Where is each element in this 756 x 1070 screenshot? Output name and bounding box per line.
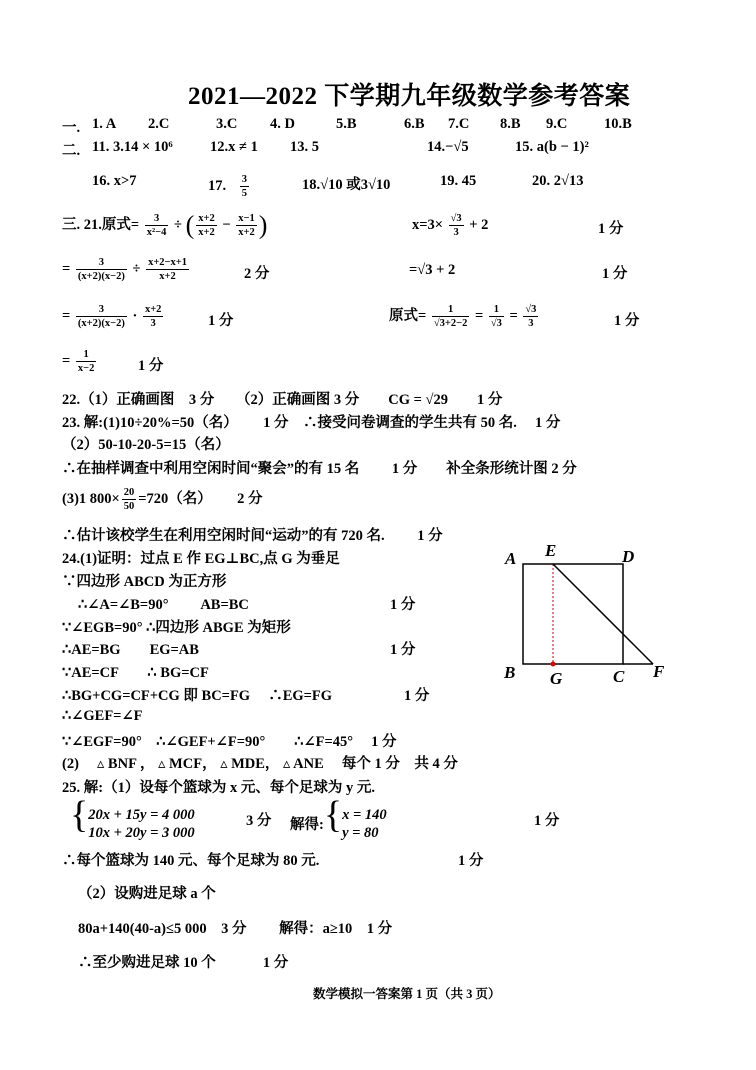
operator: = <box>62 352 71 369</box>
operator: = <box>62 307 71 324</box>
page-title: 2021—2022 下学期九年级数学参考答案 <box>188 83 631 110</box>
q25-line-1: 25. 解:（1）设每个篮球为 x 元、每个足球为 y 元. <box>62 780 375 796</box>
numerator: √3 <box>525 304 537 315</box>
q24-line-9: ∵∠EGF=90° ∴∠GEF+∠F=90° ∴∠F=45° 1 分 <box>62 734 397 750</box>
denominator: x+2 <box>146 269 189 283</box>
text: x=3× <box>412 216 444 233</box>
answer-item: 8.B <box>500 116 521 132</box>
section1-label: 一. <box>62 120 81 136</box>
q21-heading: 三. 21.原式= <box>62 216 140 233</box>
q23-line-2: （2）50-10-20-5=15（名） <box>62 437 230 453</box>
answer-item: 13. 5 <box>290 139 319 155</box>
numerator: x+2−x+1 <box>148 257 188 268</box>
fraction <box>489 303 504 330</box>
text: =720（名） 2 分 <box>138 490 263 507</box>
answer-item <box>208 173 251 200</box>
q23-line-3: ∴在抽样调查中利用空闲时间“聚会”的有 15 名 1 分 补全条形统计图 2 分 <box>62 461 577 477</box>
numerator: 3 <box>241 174 247 185</box>
numerator: 20 <box>123 487 135 498</box>
text: (3)1 800× <box>62 490 120 507</box>
denominator: 3 <box>143 316 163 330</box>
q21-line-4 <box>62 348 98 375</box>
point-g <box>551 662 556 667</box>
q25-line-6: ∴至少购进足球 10 个 1 分 <box>78 955 289 971</box>
page-footer: 数学模拟一答案第 1 页（共 3 页） <box>313 987 501 1001</box>
operator: = <box>62 260 71 277</box>
score: 2 分 <box>244 266 270 282</box>
numerator: x−1 <box>238 213 255 224</box>
label-d: D <box>622 547 635 566</box>
q24-line-10: (2) ▵ BNF ， ▵ MCF， ▵ MDE， ▵ ANE 每个 1 分 共 4 分 <box>62 756 458 772</box>
score: 1 分 <box>458 853 484 869</box>
label-c: C <box>613 667 625 686</box>
numerator: 1 <box>83 349 89 360</box>
denominator: 3 <box>523 316 538 330</box>
score: 1 分 <box>138 358 164 374</box>
answer-item: 2.C <box>148 116 170 132</box>
operator: · <box>132 307 138 324</box>
operator: ÷ <box>132 260 141 277</box>
fraction <box>523 303 538 330</box>
section2-label: 二. <box>62 143 81 159</box>
q21-line-2 <box>62 256 191 283</box>
text: 原式= <box>389 307 427 324</box>
score: 1 分 <box>602 266 628 282</box>
numerator: 1 <box>448 304 454 315</box>
numerator: 3 <box>98 304 104 315</box>
numerator: 3 <box>153 213 160 224</box>
answer-item: 20. 2√13 <box>532 173 584 189</box>
answer-item: 7.C <box>448 116 470 132</box>
fraction <box>122 486 137 513</box>
q24-line-5: ∴AE=BG EG=AB <box>62 642 199 658</box>
answer-item: 1. A <box>92 116 117 132</box>
equation: y = 80 <box>342 824 379 841</box>
fraction <box>76 348 96 375</box>
q21-right-line-1 <box>412 212 488 239</box>
denominator: x+2 <box>198 227 215 238</box>
fraction <box>196 212 216 239</box>
q25-line-4: （2）设购进足球 a 个 <box>78 886 216 902</box>
q21-line-1: 三. 21.原式= $\frac{3}{\text{x²−4}}$ ÷ ( $\frac{x+2}{x+2}$ − $\frac{x-1}{x+2}$ ) <box>62 210 268 240</box>
score: 1 分 <box>614 313 640 329</box>
q24-line-7: ∴BG+CG=CF+CG 即 BC=FG ∴EG=FG <box>62 688 333 704</box>
score: 1 分 <box>208 313 234 329</box>
label-e: E <box>545 541 557 560</box>
denominator: √3 <box>490 318 502 329</box>
answer-item: 12.x ≠ 1 <box>210 139 258 155</box>
solution-system: 解得:{ x = 140 y = 80 <box>290 794 387 841</box>
q21-right-line-2: =√3 + 2 <box>409 262 456 278</box>
equation: 20x + 15y = 4 000 <box>88 806 195 823</box>
label-a: A <box>505 549 517 568</box>
numerator: √3 <box>450 213 462 224</box>
fraction <box>76 303 127 330</box>
numerator: x+2 <box>198 213 215 224</box>
answer-number: 17. <box>208 177 227 194</box>
answer-item: 10.B <box>604 116 632 132</box>
q25-line-3: ∴每个篮球为 140 元、每个足球为 80 元. <box>62 853 320 869</box>
fraction <box>145 212 169 239</box>
q22-line: 22.（1）正确画图 3 分 （2）正确画图 3 分 CG = √29 1 分 <box>62 392 503 408</box>
label-g: G <box>550 669 563 688</box>
answer-item: 4. D <box>270 116 295 132</box>
q24-line-1: 24.(1)证明：过点 E 作 EG⊥BC,点 G 为垂足 <box>62 551 340 567</box>
answer-item: 18.√10 或3√10 <box>302 177 391 193</box>
score: 1 分 <box>404 688 430 704</box>
score: 1 分 <box>390 597 416 613</box>
answer-item: 6.B <box>404 116 425 132</box>
q21-line-3 <box>62 303 165 330</box>
fraction <box>449 212 464 239</box>
q24-line-3: ∴∠A=∠B=90° AB=BC <box>78 597 249 613</box>
text: 解得: <box>290 817 324 834</box>
numerator: x+2 <box>144 304 162 315</box>
denominator: (x+2)(x−2) <box>77 318 125 329</box>
fraction <box>76 256 127 283</box>
answer-item: 11. 3.14 × 10⁶ <box>92 139 173 155</box>
q24-line-6: ∵AE=CF ∴ BG=CF <box>62 665 209 681</box>
answer-item: 19. 45 <box>440 173 477 189</box>
denominator: x−2 <box>77 363 95 374</box>
q24-line-8: ∴∠GEF=∠F <box>62 708 143 724</box>
equation: x = 140 <box>342 806 387 823</box>
fraction <box>240 173 249 200</box>
denominator: √3+2−2 <box>433 318 468 329</box>
q21-right-line-3: 原式= $\frac{1}{√3+2-2}$ = $\frac{1}{√3}$ = $\frac{√3}{3}$ <box>389 304 537 329</box>
square-geometry-figure <box>496 536 676 692</box>
numerator: 1 <box>493 304 500 315</box>
q24-line-4: ∵∠EGB=90° ∴四边形 ABGE 为矩形 <box>62 620 291 636</box>
equation: 10x + 20y = 3 000 <box>88 824 195 841</box>
answer-item: 16. x>7 <box>92 173 137 189</box>
q23-line-4 <box>62 486 263 513</box>
fraction <box>143 303 163 330</box>
fraction <box>146 256 189 283</box>
q25-line-5: 80a+140(40-a)≤5 000 3 分 解得：a≥10 1 分 <box>78 921 393 937</box>
answer-item: 9.C <box>546 116 568 132</box>
operator: − <box>222 216 231 233</box>
denominator: x+2 <box>238 227 255 238</box>
equation-system: { 20x + 15y = 4 000 10x + 20y = 3 000 <box>70 794 195 841</box>
score: 1 分 <box>598 221 624 237</box>
operator: ÷ <box>174 216 182 233</box>
denominator: (x+2)(x−2) <box>77 271 125 282</box>
answer-item: 14.−√5 <box>427 139 469 155</box>
fraction <box>236 212 256 239</box>
score: 1 分 <box>390 642 416 658</box>
label-b: B <box>504 663 516 682</box>
denominator: 5 <box>241 188 247 199</box>
label-f: F <box>653 662 665 681</box>
denominator: x²−4 <box>146 227 167 238</box>
q23-line-1: 23. 解:(1)10÷20%=50（名） 1 分 ∴接受问卷调查的学生共有 50 名. 1 分 <box>62 415 561 431</box>
score: 1 分 <box>534 813 560 829</box>
answer-item: 5.B <box>336 116 357 132</box>
answer-item: 3.C <box>216 116 238 132</box>
square-abcd <box>523 564 623 664</box>
text: + 2 <box>469 216 489 233</box>
q23-line-5: ∴估计该校学生在利用空闲时间“运动”的有 720 名. 1 分 <box>62 528 443 544</box>
numerator: 3 <box>98 257 104 268</box>
denominator: 3 <box>449 225 464 239</box>
q24-line-2: ∵四边形 ABCD 为正方形 <box>62 574 227 590</box>
score: 3 分 <box>246 813 272 829</box>
answer-item: 15. a(b − 1)² <box>515 139 589 155</box>
denominator: 50 <box>123 501 135 512</box>
segment-ef <box>553 564 653 664</box>
fraction <box>432 303 469 330</box>
